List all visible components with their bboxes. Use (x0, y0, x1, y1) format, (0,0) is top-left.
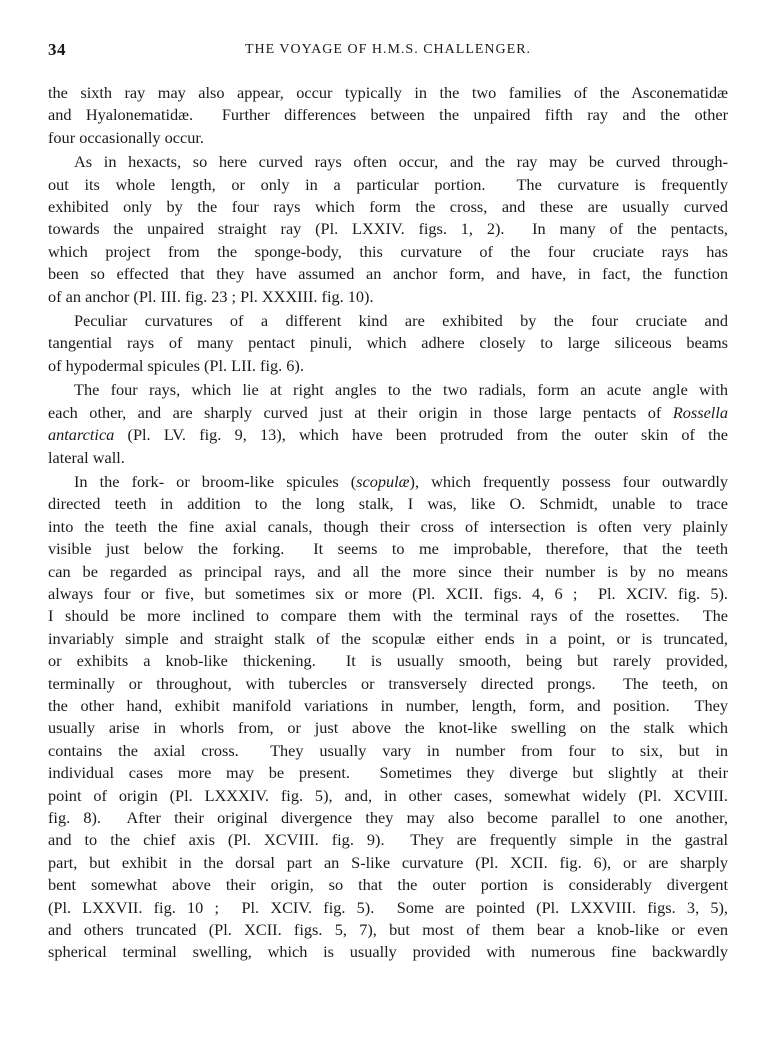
paragraph (48, 82, 728, 149)
text-segment: (Pl. LXXVII. fig. 10 ; Pl. XCIV. fig. 5). Some are pointed (Pl. LXXVIII. figs. 3, 5), (48, 897, 728, 917)
paragraph (48, 310, 728, 377)
text-line (48, 241, 728, 263)
text-line (48, 538, 728, 560)
paragraph (48, 471, 728, 964)
text-segment: fig. 8). After their original divergence they may also become parallel to one another, (48, 808, 728, 827)
paragraph (48, 151, 728, 308)
text-segment: I should be more inclined to compare them with the terminal rays of the rosettes. The (48, 606, 728, 626)
text-line (48, 561, 728, 583)
page-number: 34 (48, 40, 66, 59)
text-line (48, 583, 728, 605)
text-line (48, 82, 728, 104)
text-segment: In the fork- or broom-like spicules ( (74, 471, 357, 491)
text-line (48, 218, 728, 240)
text-line (48, 673, 728, 695)
text-segment: As in hexacts, so here curved rays often occur, and the ray may be curved through- (74, 152, 728, 172)
text-line (48, 605, 728, 627)
text-segment: ), which frequently possess four outwardly (409, 471, 729, 491)
text-line (48, 628, 728, 650)
italic-term: antarctica (48, 425, 115, 445)
italic-term: Rossella (672, 402, 728, 422)
text-segment: usually arise in whorls from, or just above the knot-like swelling on the stalk which (48, 718, 728, 738)
text-segment: lateral wall. (48, 447, 125, 467)
text-line (48, 196, 728, 218)
text-segment: contains the axial cross. They usually vary in number from four to six, but in (48, 740, 728, 760)
text-line (48, 874, 728, 896)
text-line (48, 493, 728, 515)
text-line (48, 424, 728, 446)
text-segment: which project from the sponge-body, this curvature of the four cruciate rays has (48, 241, 728, 261)
text-segment: Peculiar curvatures of a different kind are exhibited by the four cruciate and (74, 311, 728, 331)
text-line (48, 379, 728, 401)
text-segment: the other hand, exhibit manifold variations in number, length, form, and position. They (48, 695, 728, 715)
text-segment: or exhibits a knob-like thickening. It is usually smooth, being but rarely provided, (48, 651, 728, 671)
text-segment: of hypodermal spicules (Pl. LII. fig. 6). (48, 355, 304, 375)
text-segment: spherical terminal swelling, which is usually provided with numerous fine backwardly (48, 942, 728, 962)
running-title: THE VOYAGE OF H.M.S. CHALLENGER. (244, 42, 532, 57)
text-line (48, 355, 728, 377)
text-line (48, 332, 728, 354)
paragraph (48, 379, 728, 469)
text-segment: the sixth ray may also appear, occur typically in the two families of the Asconematidæ (48, 83, 728, 102)
text-segment: visible just below the forking. It seems to me improbable, therefore, that the teeth (48, 539, 728, 559)
text-line (48, 829, 728, 851)
text-segment: each other, and are sharply curved just at their origin in those large pentacts of (48, 402, 673, 422)
text-line (48, 151, 728, 173)
text-segment: (Pl. LV. fig. 9, 13), which have been protruded from the outer skin of the (114, 425, 728, 445)
text-segment: point of origin (Pl. LXXXIV. fig. 5), and, in other cases, somewhat widely (Pl. XCVIII. (48, 785, 728, 805)
text-segment: exhibited only by the four rays which form the cross, and these are usually curved (48, 197, 728, 217)
text-line (48, 127, 728, 149)
document-page (48, 40, 728, 966)
text-line (48, 650, 728, 672)
text-segment: towards the unpaired straight ray (Pl. LXXIV. figs. 1, 2). In many of the pentacts, (48, 219, 728, 239)
text-line (48, 471, 728, 493)
text-segment: four occasionally occur. (48, 127, 204, 147)
text-line (48, 447, 728, 469)
text-line (48, 807, 728, 829)
text-segment: into the teeth the fine axial canals, though their cross of intersection is often very plainly (48, 516, 728, 536)
text-line (48, 516, 728, 538)
text-segment: always four or five, but sometimes six or more (Pl. XCII. figs. 4, 6 ; Pl. XCIV. fig. 5). (48, 583, 728, 603)
text-line (48, 174, 728, 196)
text-line (48, 941, 728, 963)
text-line (48, 897, 728, 919)
text-segment: tangential rays of many pentact pinuli, which adhere closely to large siliceous beams (48, 333, 728, 353)
text-segment: been so effected that they have assumed an anchor form, and have, in fact, the function (48, 264, 728, 284)
text-segment: individual cases more may be present. Sometimes they diverge but slightly at their (48, 763, 728, 783)
text-segment: part, but exhibit in the dorsal part an S-like curvature (Pl. XCII. fig. 6), or are sharply (48, 852, 728, 872)
text-line (48, 762, 728, 784)
text-segment: terminally or throughout, with tubercles or transversely directed prongs. The teeth, on (48, 673, 728, 693)
text-line (48, 310, 728, 332)
text-segment: out its whole length, or only in a particular portion. The curvature is frequently (48, 174, 728, 194)
text-segment: and to the chief axis (Pl. XCVIII. fig. 9). They are frequently simple in the gastral (48, 830, 728, 850)
italic-term: scopulæ (356, 471, 410, 491)
text-line (48, 104, 728, 126)
text-line (48, 263, 728, 285)
text-segment: bent somewhat above their origin, so that the outer portion is considerably divergent (48, 875, 728, 895)
text-segment: directed teeth in addition to the long stalk, I was, like O. Schmidt, unable to trace (48, 494, 728, 514)
text-segment: and Hyalonematidæ. Further differences between the unpaired fifth ray and the other (48, 105, 728, 125)
text-line (48, 695, 728, 717)
text-line (48, 919, 728, 941)
text-line (48, 717, 728, 739)
text-line (48, 402, 728, 424)
text-segment: invariably simple and straight stalk of the scopulæ either ends in a point, or is truncated, (48, 628, 728, 648)
page-header (48, 40, 728, 70)
text-line (48, 852, 728, 874)
text-segment: can be regarded as principal rays, and all the more since their number is by no means (48, 561, 728, 581)
text-line (48, 286, 728, 308)
text-segment: The four rays, which lie at right angles to the two radials, form an acute angle with (74, 380, 728, 400)
text-segment: and others truncated (Pl. XCII. figs. 5, 7), but most of them bear a knob-like or even (48, 920, 728, 940)
body-text (48, 82, 728, 964)
text-line (48, 785, 728, 807)
text-segment: of an anchor (Pl. III. fig. 23 ; Pl. XXXIII. fig. 10). (48, 286, 374, 306)
text-line (48, 740, 728, 762)
